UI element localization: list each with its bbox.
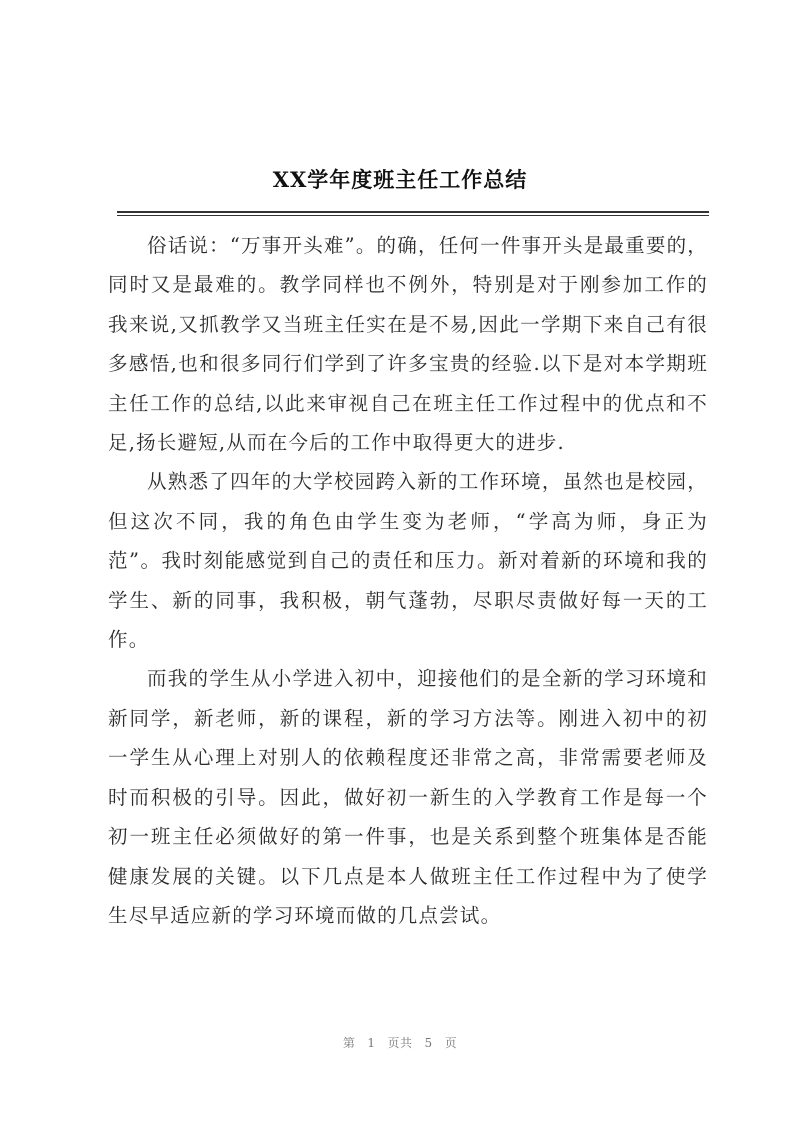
document-body <box>108 226 708 935</box>
footer-current-page: 1 <box>367 1036 376 1050</box>
title-divider-thin <box>117 215 709 216</box>
body-paragraph-2: 从熟悉了四年的大学校园跨入新的工作环境，虽然也是校园，但这次不同，我的角色由学生变为老师，“学高为师，身正为范”。我时刻能感觉到自己的责任和压力。新对着新的环境和我的学生、新的同事，我积极，朝气蓬勃，尽职尽责做好每一天的工作。 <box>108 470 708 652</box>
page-footer <box>0 1034 800 1051</box>
body-paragraph-1: 俗话说：“万事开头难”。的确，任何一件事开头是最重要的，同时又是最难的。教学同样也不例外，特别是对于刚参加工作的我来说,又抓教学又当班主任实在是不易,因此一学期下来自己有很多感悟,也和很多同行们学到了许多宝贵的经验.以下是对本学期班主任工作的总结,以此来审视自己在班主任工作过程中的优点和不足,扬长避短,从而在今后的工作中取得更大的进步. <box>108 234 708 455</box>
footer-label-prefix: 第 <box>342 1036 356 1050</box>
title-divider-thick <box>117 211 709 213</box>
body-paragraph-3: 而我的学生从小学进入初中，迎接他们的是全新的学习环境和新同学，新老师，新的课程，新的学习方法等。刚进入初中的初一学生从心理上对别人的依赖程度还非常之高，非常需要老师及时而积极的引导。因此，做好初一新生的入学教育工作是每一个初一班主任必须做好的第一件事，也是关系到整个班集体是否能健康发展的关键。以下几点是本人做班主任工作过程中为了使学生尽早适应新的学习环境而做的几点尝试。 <box>108 667 708 927</box>
footer-label-mid: 页共 <box>387 1036 413 1050</box>
document-title: XX学年度班主任工作总结 <box>272 167 528 192</box>
footer-label-suffix: 页 <box>444 1036 458 1050</box>
footer-total-pages: 5 <box>424 1036 433 1050</box>
